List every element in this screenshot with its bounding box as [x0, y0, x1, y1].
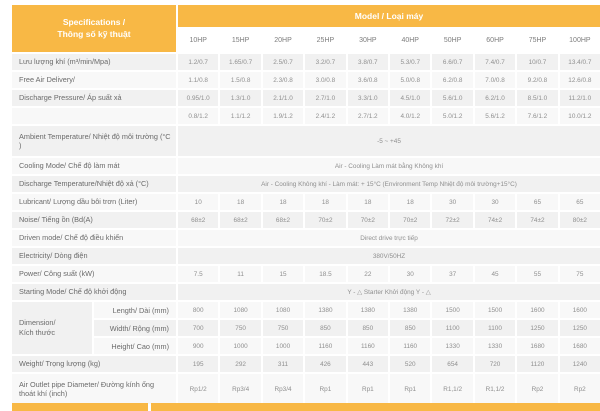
- value-cell: 2.7/1.0: [305, 90, 345, 106]
- column-header: 75HP: [528, 37, 547, 44]
- column-header: 15HP: [231, 37, 250, 44]
- value-cell: 4.5/1.0: [390, 90, 430, 106]
- value-cell: 11: [220, 266, 260, 282]
- dimension-label-line: Dimension/: [19, 318, 56, 328]
- value-cell: 750: [263, 320, 303, 336]
- value-cell: 5.3/0.7: [390, 54, 430, 70]
- value-cell: 1380: [348, 302, 388, 318]
- spec-header-cell: [12, 5, 176, 52]
- table-row: [12, 176, 600, 192]
- value-cell: 18: [348, 194, 388, 210]
- value-cell: 2.1/1.0: [263, 90, 303, 106]
- value-cell: 1.1/0.8: [178, 72, 218, 88]
- value-cell: 3.6/0.8: [348, 72, 388, 88]
- value-cell: 1.3/1.0: [220, 90, 260, 106]
- value-cell: 1000: [220, 338, 260, 354]
- column-header: 100HP: [569, 37, 591, 44]
- dimension-label-line: Kích thước: [19, 328, 56, 337]
- row-label: Lưu lượng khí (m³/min/Mpa): [12, 54, 176, 70]
- value-cell: 74±2: [517, 212, 557, 228]
- value-cell: 6.2/1.0: [475, 90, 515, 106]
- row-label: Discharge Temperature/Nhiệt độ xả (°C): [12, 176, 176, 192]
- value-cell: Rp1: [305, 374, 345, 404]
- value-cell: 30: [390, 266, 430, 282]
- value-cell: 426: [305, 356, 345, 372]
- value-cell: 850: [348, 320, 388, 336]
- value-cell: 55: [517, 266, 557, 282]
- dimension-label: [12, 302, 92, 354]
- span-value-cell: Air - Cooling Làm mát bằng Không khí: [178, 158, 600, 174]
- value-cell: 1.5/0.8: [220, 72, 260, 88]
- value-cell: 1240: [560, 356, 600, 372]
- span-value-cell: 380V/50HZ: [178, 248, 600, 264]
- value-cell: Rp2: [517, 374, 557, 404]
- value-cell: 10/0.7: [517, 54, 557, 70]
- value-cell: 1160: [390, 338, 430, 354]
- table-row: [12, 90, 600, 106]
- value-cell: 3.8/0.7: [348, 54, 388, 70]
- value-cell: 18: [305, 194, 345, 210]
- value-cell: 0.8/1.2: [178, 108, 218, 124]
- value-cell: 800: [178, 302, 218, 318]
- table-row: [12, 54, 600, 70]
- value-cell: 292: [220, 356, 260, 372]
- value-cell: 65: [517, 194, 557, 210]
- value-cell: 1120: [517, 356, 557, 372]
- dimension-sub-row: [94, 338, 600, 354]
- value-cell: 1500: [475, 302, 515, 318]
- value-cell: 1.1/1.2: [220, 108, 260, 124]
- value-cell: 1250: [560, 320, 600, 336]
- value-cell: 750: [220, 320, 260, 336]
- value-cell: 1.2/0.7: [178, 54, 218, 70]
- dimension-sub-label: Length/ Dài (mm): [94, 302, 176, 318]
- value-cell: 3.2/0.7: [305, 54, 345, 70]
- value-cell: 18.5: [305, 266, 345, 282]
- value-cell: 75: [560, 266, 600, 282]
- value-cell: 3.0/0.8: [305, 72, 345, 88]
- value-cell: 6.6/0.7: [432, 54, 472, 70]
- table-row: [12, 72, 600, 88]
- value-cell: 443: [348, 356, 388, 372]
- next-section-right-bar: [151, 403, 600, 411]
- row-label: Starting Mode/ Chế độ khởi động: [12, 284, 176, 300]
- spec-header-line2: Thông số kỹ thuật: [57, 28, 131, 39]
- value-cell: 1080: [220, 302, 260, 318]
- value-cell: 1330: [432, 338, 472, 354]
- table-row: [12, 230, 600, 246]
- value-cell: 1600: [517, 302, 557, 318]
- value-cell: 1600: [560, 302, 600, 318]
- row-label: Electricity/ Dòng điện: [12, 248, 176, 264]
- value-cell: 2.3/0.8: [263, 72, 303, 88]
- row-label: Power/ Công suất (kW): [12, 266, 176, 282]
- table-row: [12, 356, 600, 372]
- value-cell: 7.0/0.8: [475, 72, 515, 88]
- value-cell: 5.6/1.2: [475, 108, 515, 124]
- row-label: [12, 108, 176, 124]
- value-cell: 1680: [517, 338, 557, 354]
- value-cell: 850: [305, 320, 345, 336]
- column-header: 25HP: [316, 37, 335, 44]
- value-cell: 68±2: [220, 212, 260, 228]
- value-cell: 8.5/1.0: [517, 90, 557, 106]
- value-cell: 18: [220, 194, 260, 210]
- value-cell: 1330: [475, 338, 515, 354]
- model-header-area: [178, 5, 600, 52]
- row-label: Ambient Temperature/ Nhiệt độ môi trường (°C ): [12, 126, 176, 156]
- table-header: [12, 5, 600, 52]
- value-cell: 74±2: [475, 212, 515, 228]
- value-cell: 15: [263, 266, 303, 282]
- value-cell: Rp1: [348, 374, 388, 404]
- value-cell: 1160: [305, 338, 345, 354]
- value-cell: 72±2: [432, 212, 472, 228]
- value-cell: 520: [390, 356, 430, 372]
- value-cell: 45: [475, 266, 515, 282]
- value-cell: R1,1/2: [432, 374, 472, 404]
- value-cell: 68±2: [263, 212, 303, 228]
- span-value-cell: Y - △ Starter Khởi động Y - △: [178, 284, 600, 300]
- value-cell: 1380: [305, 302, 345, 318]
- value-cell: 195: [178, 356, 218, 372]
- column-header: 10HP: [189, 37, 207, 44]
- table-row: [12, 284, 600, 300]
- column-header: 20HP: [274, 37, 292, 44]
- span-value-cell: Direct drive trực tiếp: [178, 230, 600, 246]
- dimension-row-group: [12, 302, 600, 354]
- table-body: [12, 54, 600, 404]
- column-header: 40HP: [401, 37, 419, 44]
- value-cell: 3.3/1.0: [348, 90, 388, 106]
- value-cell: 5.0/1.2: [432, 108, 472, 124]
- value-cell: 4.0/1.2: [390, 108, 430, 124]
- value-cell: 80±2: [560, 212, 600, 228]
- value-cell: 654: [432, 356, 472, 372]
- spec-header-line1: Specifications /: [62, 17, 126, 28]
- value-cell: 5.6/1.0: [432, 90, 472, 106]
- value-cell: 1000: [263, 338, 303, 354]
- table-row: [12, 108, 600, 124]
- value-cell: 2.5/0.7: [263, 54, 303, 70]
- dimension-sub-label: Width/ Rộng (mm): [94, 320, 176, 336]
- table-row: [12, 374, 600, 404]
- value-cell: 70±2: [390, 212, 430, 228]
- value-cell: 1080: [263, 302, 303, 318]
- value-cell: 7.6/1.2: [517, 108, 557, 124]
- column-header: 50HP: [443, 37, 462, 44]
- value-cell: 1500: [432, 302, 472, 318]
- row-label: Noise/ Tiếng ồn (Bd(A): [12, 212, 176, 228]
- value-cell: 1.9/1.2: [263, 108, 303, 124]
- value-cell: 18: [263, 194, 303, 210]
- row-label: Weight/ Trọng lượng (kg): [12, 356, 176, 372]
- value-cell: 2.7/1.2: [348, 108, 388, 124]
- value-cell: 30: [432, 194, 472, 210]
- value-cell: 70±2: [348, 212, 388, 228]
- next-section-left-bar: [12, 403, 148, 411]
- value-cell: 900: [178, 338, 218, 354]
- value-cell: R1,1/2: [475, 374, 515, 404]
- table-row: [12, 194, 600, 210]
- row-label: Air Outlet pipe Diameter/ Đường kính ống thoát khí (inch): [12, 374, 176, 404]
- value-cell: 18: [390, 194, 430, 210]
- value-cell: Rp1/2: [178, 374, 218, 404]
- value-cell: Rp3/4: [220, 374, 260, 404]
- value-cell: 13.4/0.7: [560, 54, 600, 70]
- model-header-cell: Model / Loại máy: [178, 5, 600, 27]
- value-cell: 9.2/0.8: [517, 72, 557, 88]
- row-label: Free Air Delivery/: [12, 72, 176, 88]
- value-cell: Rp2: [560, 374, 600, 404]
- value-cell: 1250: [517, 320, 557, 336]
- dimension-sub-rows: [94, 302, 600, 354]
- value-cell: 1100: [475, 320, 515, 336]
- table-row: [12, 126, 600, 156]
- row-label: Lubricant/ Lượng dầu bôi trơn (Liter): [12, 194, 176, 210]
- row-label: Discharge Pressure/ Áp suất xả: [12, 90, 176, 106]
- value-cell: 22: [348, 266, 388, 282]
- value-cell: 2.4/1.2: [305, 108, 345, 124]
- value-cell: 65: [560, 194, 600, 210]
- specifications-table: [12, 5, 600, 404]
- row-label: Cooling Mode/ Chế độ làm mát: [12, 158, 176, 174]
- value-cell: 0.95/1.0: [178, 90, 218, 106]
- value-cell: 37: [432, 266, 472, 282]
- value-cell: 6.2/0.8: [432, 72, 472, 88]
- value-cell: 12.6/0.8: [560, 72, 600, 88]
- value-cell: Rp3/4: [263, 374, 303, 404]
- value-cell: 1680: [560, 338, 600, 354]
- span-value-cell: Air - Cooling Không khí - Làm mát: + 15°C (Environment Temp Nhiệt độ môi trường+15°C): [178, 176, 600, 192]
- table-row: [12, 212, 600, 228]
- value-cell: 720: [475, 356, 515, 372]
- table-row: [12, 248, 600, 264]
- value-cell: 7.5: [178, 266, 218, 282]
- value-cell: 70±2: [305, 212, 345, 228]
- value-cell: 311: [263, 356, 303, 372]
- value-cell: 1100: [432, 320, 472, 336]
- value-cell: 850: [390, 320, 430, 336]
- table-row: [12, 158, 600, 174]
- dimension-sub-row: [94, 302, 600, 318]
- next-section-header-bars: [12, 403, 600, 411]
- table-row: [12, 266, 600, 282]
- dimension-sub-label: Height/ Cao (mm): [94, 338, 176, 354]
- value-cell: 5.0/0.8: [390, 72, 430, 88]
- column-header-row: [178, 29, 600, 52]
- value-cell: 68±2: [178, 212, 218, 228]
- value-cell: 10: [178, 194, 218, 210]
- value-cell: 10.0/1.2: [560, 108, 600, 124]
- value-cell: 1380: [390, 302, 430, 318]
- value-cell: 1.65/0.7: [220, 54, 260, 70]
- value-cell: 700: [178, 320, 218, 336]
- row-label: Driven mode/ Chế độ điều khiển: [12, 230, 176, 246]
- value-cell: 30: [475, 194, 515, 210]
- dimension-sub-row: [94, 320, 600, 336]
- value-cell: 7.4/0.7: [475, 54, 515, 70]
- value-cell: Rp1: [390, 374, 430, 404]
- column-header: 60HP: [486, 37, 504, 44]
- value-cell: 1160: [348, 338, 388, 354]
- column-header: 30HP: [359, 37, 377, 44]
- value-cell: 11.2/1.0: [560, 90, 600, 106]
- span-value-cell: -5 ~ +45: [178, 126, 600, 156]
